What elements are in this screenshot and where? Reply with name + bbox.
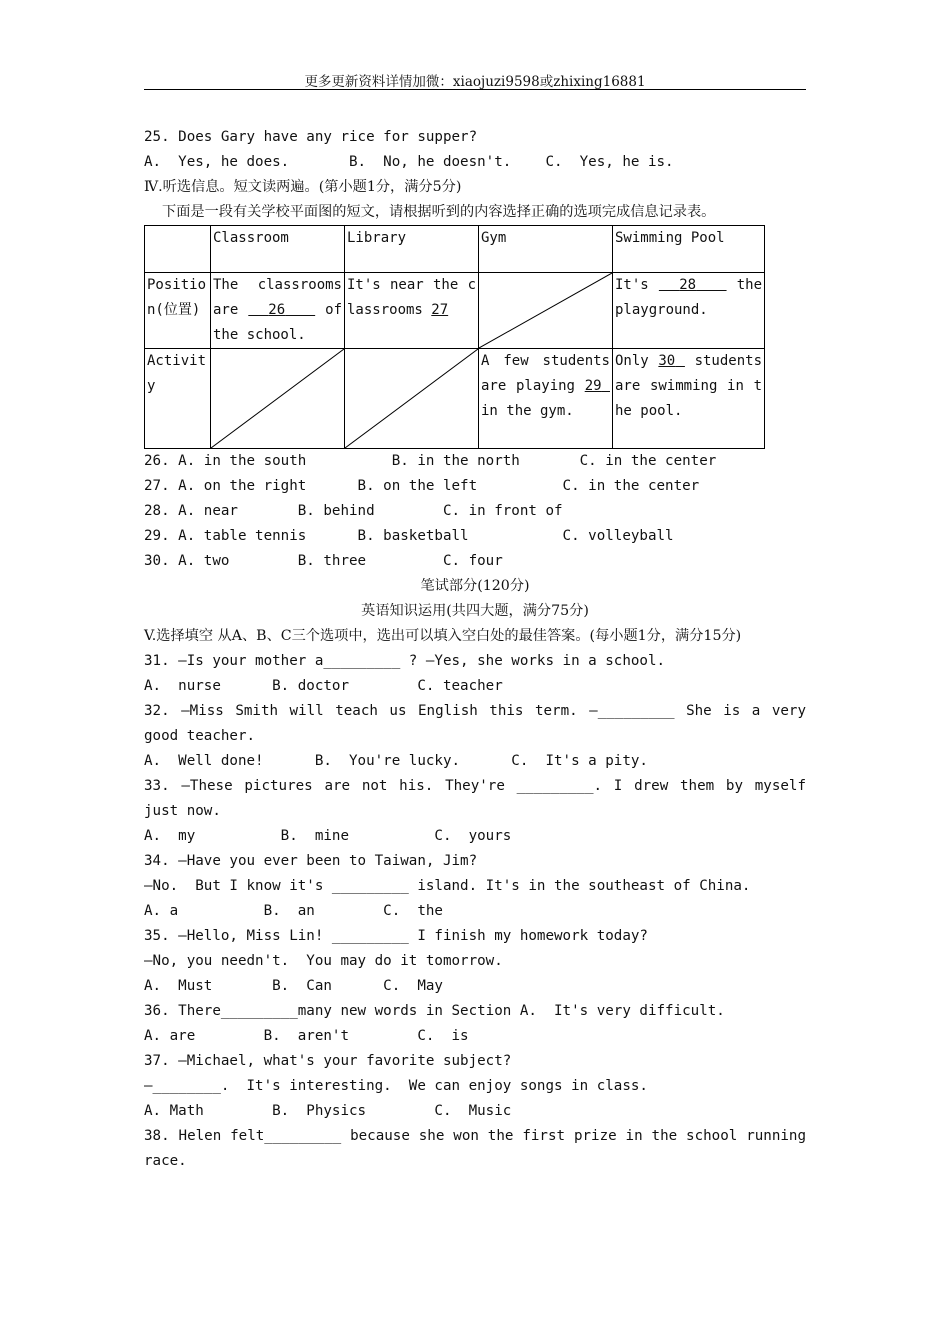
library-position-text: It's near the classrooms	[347, 277, 476, 318]
header-divider	[144, 89, 806, 90]
exam-content	[144, 125, 806, 1174]
blank-28	[659, 277, 727, 293]
diagonal-slash	[479, 273, 612, 348]
question-35-stem: 35. —Hello, Miss Lin! _________ I finish my homework today?	[144, 928, 648, 944]
diagonal-slash	[345, 349, 478, 448]
question-36-stem: 36. There_________many new words in Section A. It's very difficult.	[144, 1003, 725, 1019]
table-corner-cell	[145, 226, 211, 273]
table-activity-row	[145, 349, 765, 449]
choices-29: 29. A. table tennis B. basketball C. volleyball	[144, 528, 674, 544]
classroom-activity-empty-cell	[211, 349, 345, 449]
header-swimming-pool: Swimming Pool	[613, 226, 765, 273]
choices-28: 28. A. near B. behind C. in front of	[144, 503, 563, 519]
school-map-record-table	[144, 225, 765, 449]
classroom-position-text-a: The classrooms are	[213, 277, 342, 318]
question-37-reply: —________. It's interesting. We can enjoy songs in class.	[144, 1078, 648, 1094]
pool-activity-cell	[613, 349, 765, 449]
activity-label: Activity	[145, 349, 211, 449]
header-gym: Gym	[479, 226, 613, 273]
question-33-stem: 33. —These pictures are not his. They're _________. I drew them by myself just now.	[144, 778, 806, 819]
knowledge-part-subtitle: 英语知识运用(共四大题，满分75分)	[361, 603, 589, 619]
question-37-options: A. Math B. Physics C. Music	[144, 1103, 512, 1119]
question-34-stem: 34. —Have you ever been to Taiwan, Jim?	[144, 853, 478, 869]
question-31-stem: 31. —Is your mother a_________ ? —Yes, she works in a school.	[144, 653, 666, 669]
pool-position-text-a: It's	[615, 277, 659, 293]
pool-activity-text-b: students are swimming in the pool.	[615, 353, 762, 419]
question-34-reply: —No. But I know it's _________ island. It's in the southeast of China.	[144, 878, 751, 894]
question-34-options: A. a B. an C. the	[144, 903, 443, 919]
question-31-options: A. nurse B. doctor C. teacher	[144, 678, 503, 694]
gym-activity-text-b: in the gym.	[481, 403, 574, 419]
header-classroom: Classroom	[211, 226, 345, 273]
blank-26-number: 26	[268, 302, 286, 318]
question-37-stem: 37. —Michael, what's your favorite subject?	[144, 1053, 512, 1069]
question-35-reply: —No, you needn't. You may do it tomorrow.	[144, 953, 503, 969]
blank-28-number: 28	[679, 277, 697, 293]
blank-30-number: 30	[658, 353, 676, 369]
choices-26: 26. A. in the south B. in the north C. in the center	[144, 453, 717, 469]
table-header-row	[145, 226, 765, 273]
gym-position-empty-cell	[479, 273, 613, 349]
question-33-options: A. my B. mine C. yours	[144, 828, 512, 844]
blank-30	[658, 353, 685, 369]
section-5-title: V.选择填空 从A、B、C三个选项中，选出可以填入空白处的最佳答案。(每小题1分，满分15分)	[144, 628, 742, 644]
question-36-options: A. are B. aren't C. is	[144, 1028, 469, 1044]
choices-27: 27. A. on the right B. on the left C. in the center	[144, 478, 700, 494]
classroom-position-text-b: of the school.	[213, 302, 343, 343]
blank-27: 27	[431, 302, 449, 318]
classroom-position-cell	[211, 273, 345, 349]
question-25-stem: 25. Does Gary have any rice for supper?	[144, 129, 478, 145]
library-activity-empty-cell	[345, 349, 479, 449]
pool-position-cell	[613, 273, 765, 349]
question-35-options: A. Must B. Can C. May	[144, 978, 443, 994]
blank-29	[585, 378, 610, 394]
section-4-instruction: 下面是一段有关学校平面图的短文，请根据听到的内容选择正确的选项完成信息记录表。	[162, 204, 716, 220]
section-4-title: Ⅳ.听选信息。短文读两遍。(第小题1分，满分5分)	[144, 179, 462, 195]
header-library: Library	[345, 226, 479, 273]
choices-30: 30. A. two B. three C. four	[144, 553, 503, 569]
question-38-stem: 38. Helen felt_________ because she won the first prize in the school running race.	[144, 1128, 806, 1169]
written-part-title: 笔试部分(120分)	[420, 578, 530, 594]
pool-position-text-b: the playground.	[615, 277, 762, 318]
library-position-cell	[345, 273, 479, 349]
blank-29-number: 29	[584, 378, 602, 394]
page-header: 更多更新资料详情加微：xiaojuzi9598或zhixing16881	[304, 74, 646, 90]
pool-activity-text-a: Only	[615, 353, 659, 369]
blank-26	[248, 302, 315, 318]
diagonal-slash	[211, 349, 344, 448]
gym-activity-text-a: A few students are playing	[481, 353, 610, 394]
position-label: Position(位置)	[145, 273, 211, 349]
question-32-options: A. Well done! B. You're lucky. C. It's a pity.	[144, 753, 648, 769]
table-position-row	[145, 273, 765, 349]
gym-activity-cell	[479, 349, 613, 449]
question-25-options: A. Yes, he does. B. No, he doesn't. C. Yes, he is.	[144, 154, 674, 170]
question-32-stem: 32. —Miss Smith will teach us English this term. —_________ She is a very good teacher.	[144, 703, 806, 744]
